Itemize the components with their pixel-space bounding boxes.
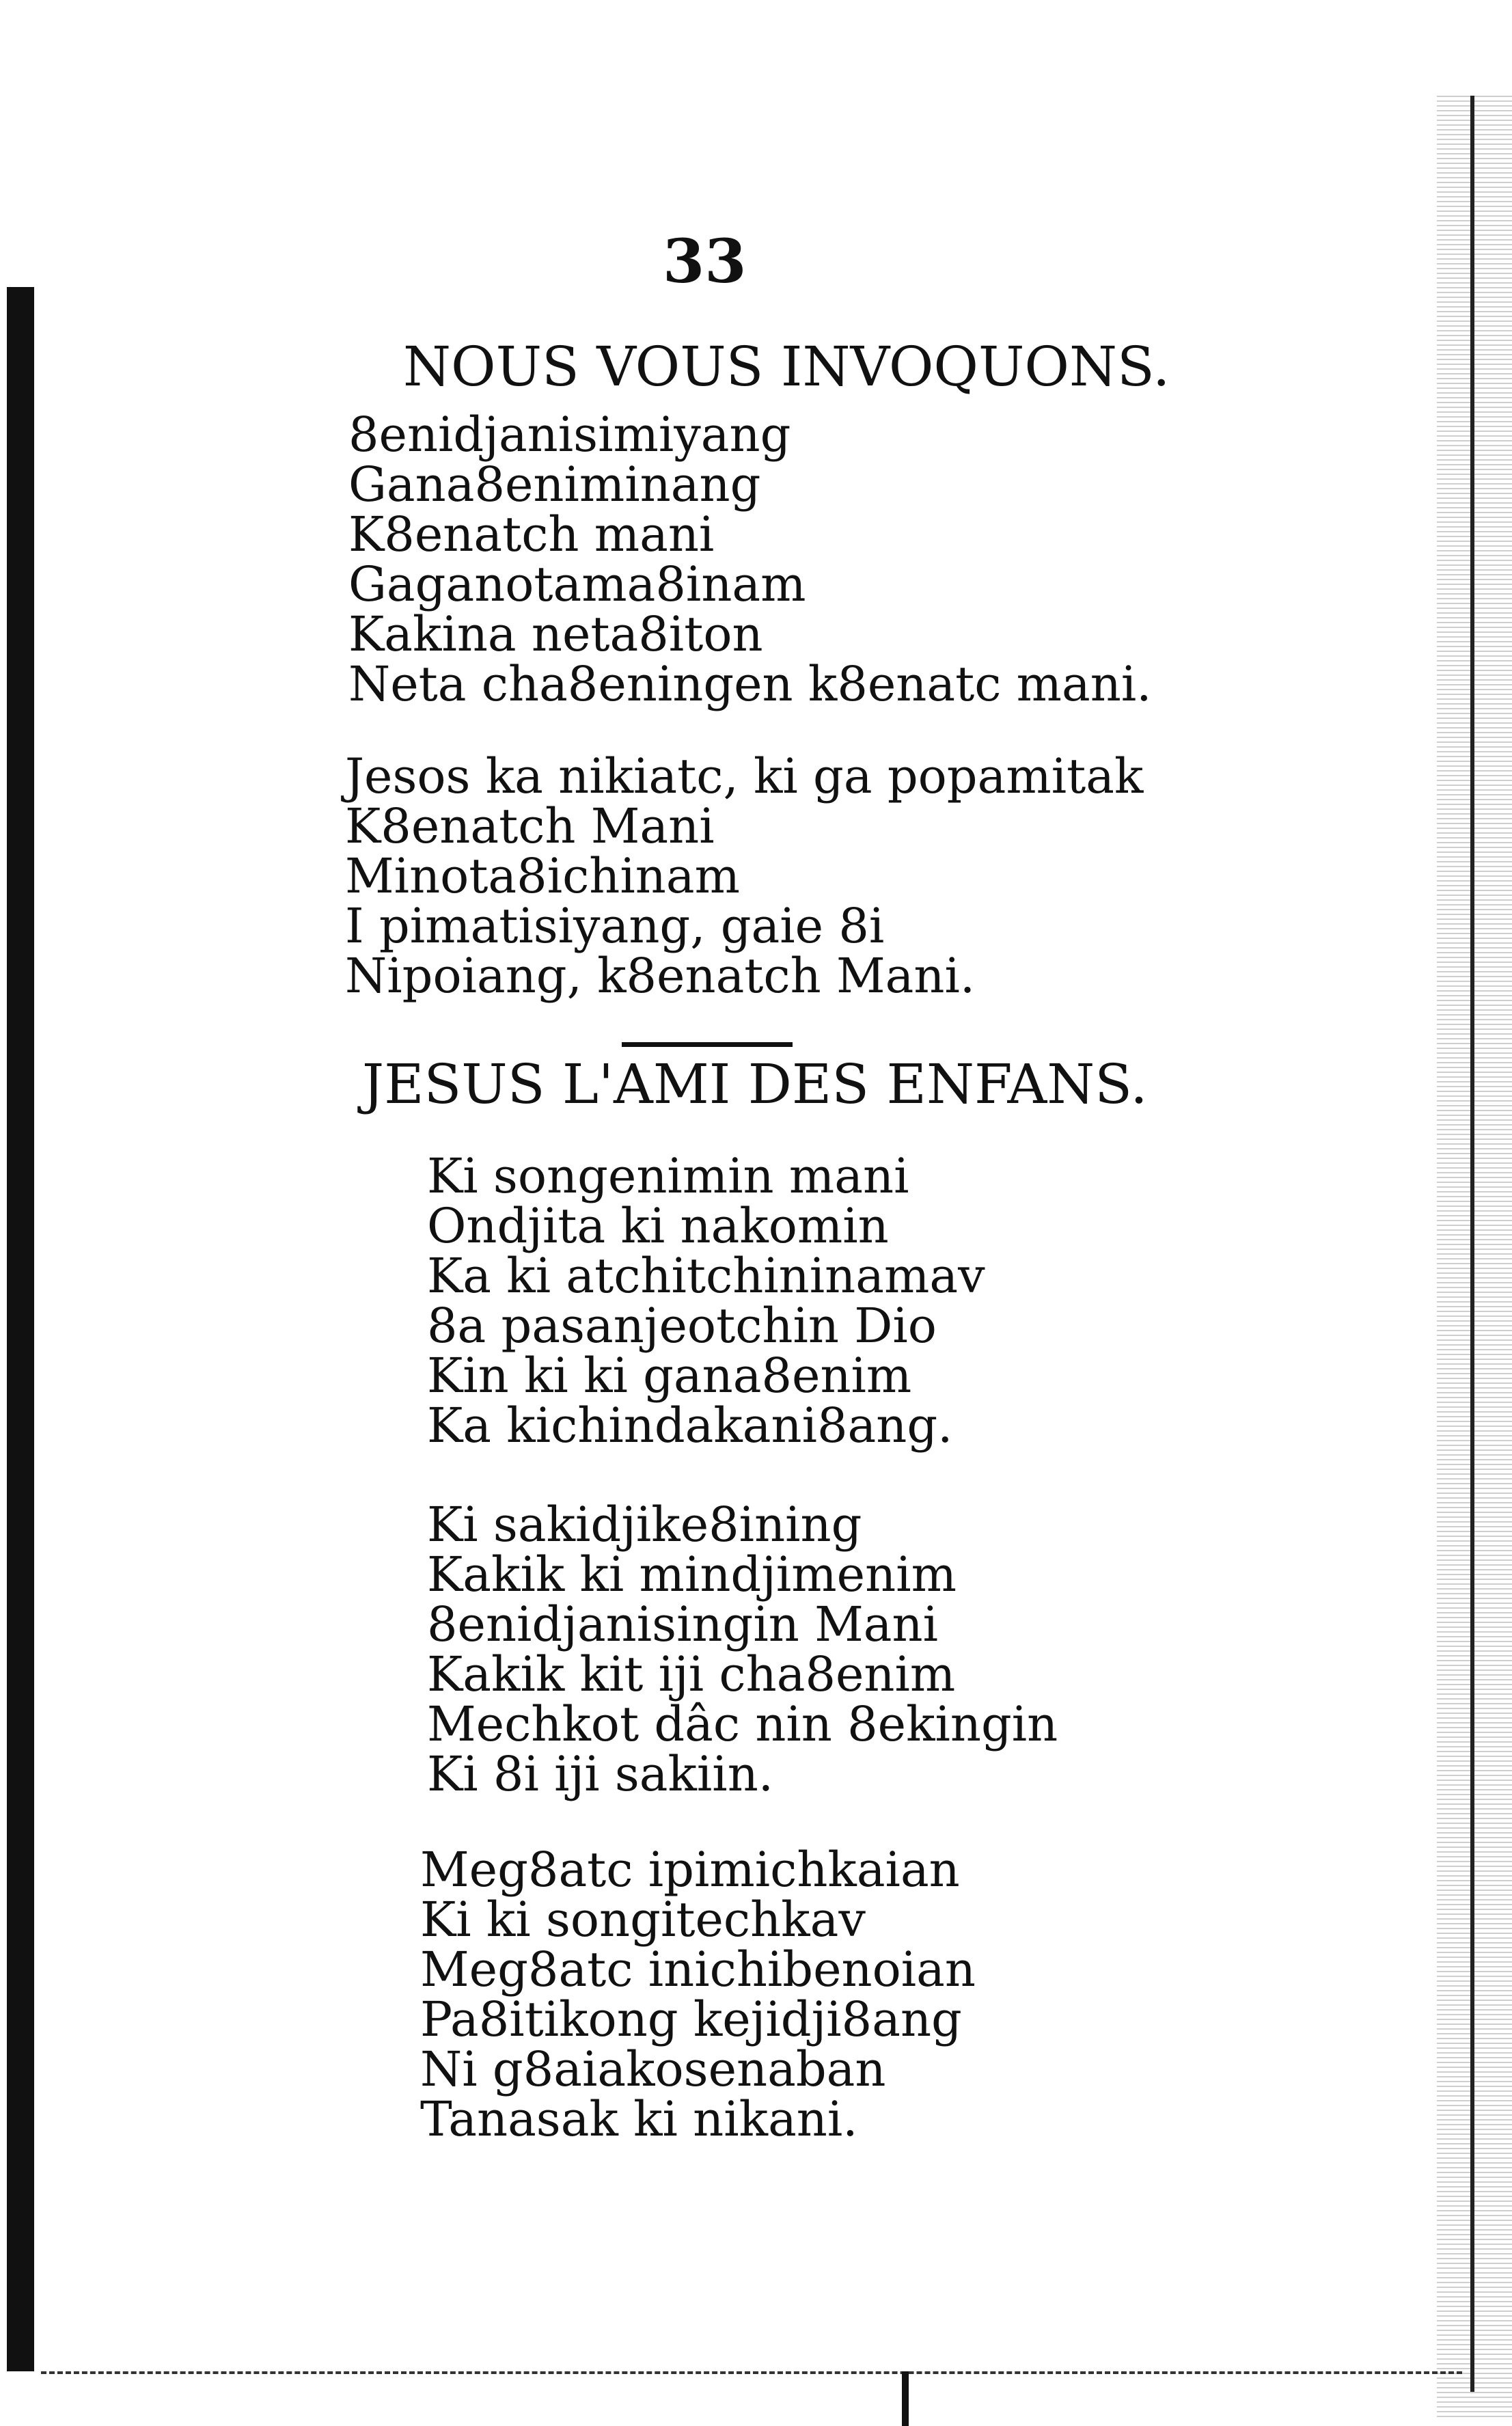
verse-line: Ondjita ki nakomin [427,1198,889,1254]
verse-line: Kakik ki mindjimenim [427,1546,957,1603]
verse-line: Gana8eniminang [348,456,761,513]
stanza [420,1842,976,2147]
verse-line: Jesos ka nikiatc, ki ga popamitak [345,748,1144,804]
verse-line: Ni g8aiakosenaban [420,2041,886,2097]
verse-line: Kakina neta8iton [348,606,763,662]
verse-line: 8enidjanisimiyang [348,407,791,463]
verse-line: Ka kichindakani8ang. [427,1398,953,1454]
verse-line: Pa8itikong kejidji8ang [420,1991,962,2047]
scan-page-edge [1437,96,1512,2419]
verse-line: Ki 8i iji sakiin. [427,1746,774,1802]
verse-line: Mechkot dâc nin 8ekingin [427,1696,1058,1752]
stanza [348,407,1152,712]
stanza [345,748,1144,1004]
verse-line: 8enidjanisingin Mani [427,1596,938,1652]
verse-line: Ki ki songitechkav [420,1892,866,1948]
verse-line: Meg8atc ipimichkaian [420,1842,960,1898]
verse-line: Gaganotama8inam [348,556,806,612]
verse-line: Meg8atc inichibenoian [420,1941,976,1998]
verse-line: Tanasak ki nikani. [420,2091,858,2147]
section-divider [622,1042,793,1047]
verse-line: Ki sakidjike8ining [427,1497,862,1553]
verse-line: Neta cha8eningen k8enatc mani. [348,656,1152,712]
scan-page-edge-line [1470,96,1474,2392]
verse-line: K8enatch Mani [345,798,715,854]
verse-line: Ka ki atchitchininamav [427,1248,985,1304]
verse-line: Minota8ichinam [345,848,740,904]
stanza [427,1497,1058,1802]
page-number: 33 [663,226,747,297]
scan-bottom-mark [902,2371,909,2426]
scan-binding-edge [7,287,34,2371]
verse-line: Nipoiang, k8enatch Mani. [345,948,976,1004]
verse-line: Kin ki ki gana8enim [427,1348,912,1404]
verse-line: 8a pasanjeotchin Dio [427,1298,937,1354]
verse-line: I pimatisiyang, gaie 8i [345,898,885,954]
scan-bottom-edge [41,2371,1462,2374]
verse-line: Ki songenimin mani [427,1148,909,1204]
section-title-jesus-lami-des-enfans: JESUS L'AMI DES ENFANS. [362,1052,1148,1116]
verse-line: K8enatch mani [348,506,715,562]
verse-line: Kakik kit iji cha8enim [427,1646,956,1702]
stanza [427,1148,985,1454]
section-title-nous-vous-invoquons: NOUS VOUS INVOQUONS. [403,335,1170,398]
